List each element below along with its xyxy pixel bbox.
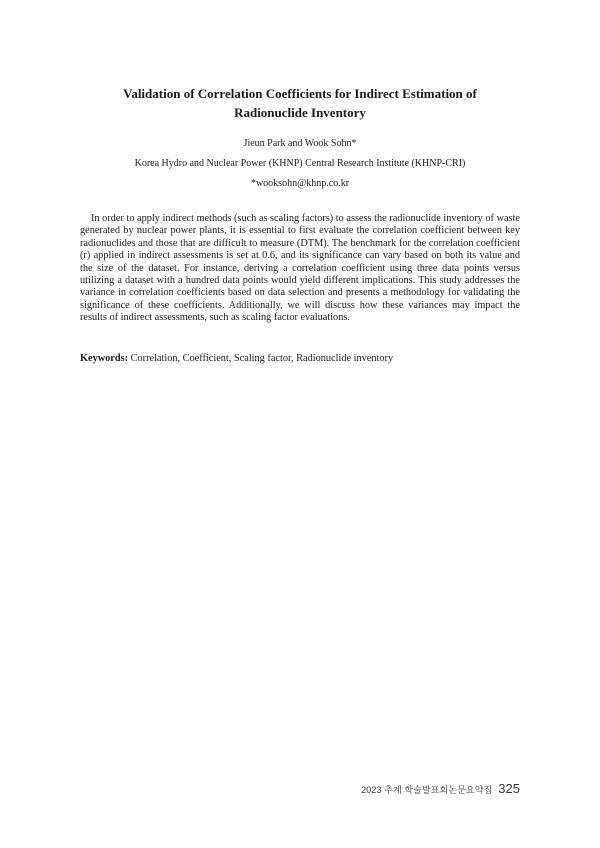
paper-title-line-1: Validation of Correlation Coefficients for Indirect Estimation of	[123, 86, 477, 101]
corresponding-email: *wooksohn@khnp.co.kr	[250, 178, 350, 189]
abstract-text: In order to apply indirect methods (such as scaling factors) to assess the radionuclide inventory of waste generated by nuclear power plants, it is essential to first evaluate the correlation coefficient between key radionuclides and those that are difficult to measure (DTM). The benchmark for the correlation coefficient (r) applied in indirect assessments is set at 0.6, and its significance can vary based on both its value and the size of the dataset. For instance, deriving a correlation coefficient using three data points versus utilizing a dataset with a hundred data points would yield different implications. This study addresses the variance in correlation coefficients based on data selection and presents a methodology for validating the significance of these coefficients. Additionally, we will discuss how these variances may impact the results of indirect assessments, such as scaling factor evaluations.	[80, 213, 520, 324]
paper-title	[60, 84, 540, 122]
paper-title-line-2: Radionuclide Inventory	[234, 105, 366, 120]
page-footer	[361, 780, 520, 798]
page-number: 325	[498, 781, 520, 796]
affiliation: Korea Hydro and Nuclear Power (KHNP) Central Research Institute (KHNP-CRI)	[134, 158, 466, 169]
keywords-label: Keywords:	[80, 353, 129, 364]
authors: Jieun Park and Wook Sohn*	[243, 138, 357, 149]
keywords	[80, 353, 520, 365]
keywords-list: Correlation, Coefficient, Scaling factor, Radionuclide inventory	[130, 353, 394, 364]
journal-name: 2023 추계 학술발표회논문요약집	[361, 785, 493, 795]
